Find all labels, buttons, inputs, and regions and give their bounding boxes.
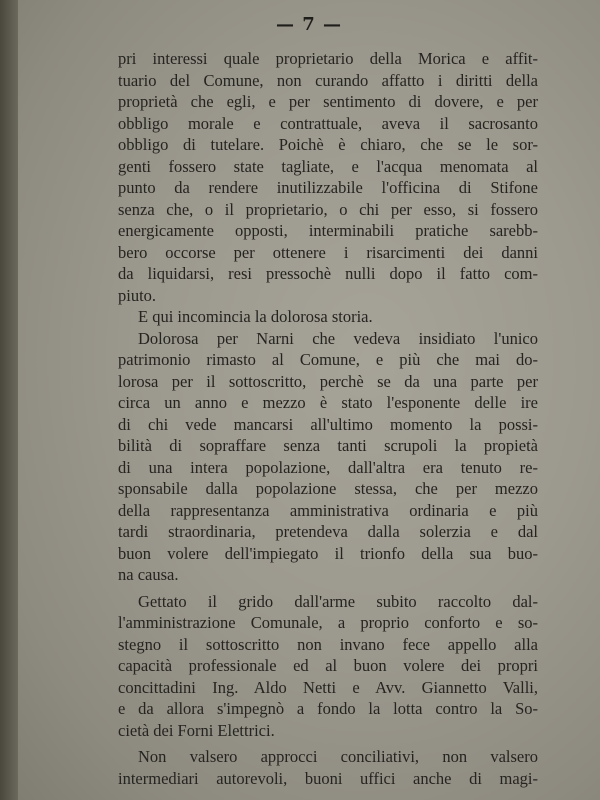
text-line: pri interessi quale proprietario della Morica e affit- [118,49,538,68]
text-line: buon volere dell'impiegato il trionfo della sua buo- [118,543,538,563]
text-line: tardi straordinaria, pretendeva dalla solerzia e dal [118,522,538,541]
text-line: da liquidarsi, resi pressochè nulli dopo il fatto com- [118,264,538,283]
text-line: Dolorosa per Narni che vedeva insidiato l'unico [138,328,538,348]
text-line: genti fossero state tagliate, e l'acqua menomata al [118,156,538,176]
text-line: e da allora s'impegnò a fondo la lotta contro la So- [118,699,538,718]
text-line: na causa. [118,565,179,584]
text-line: sponsabile dalla popolazione stessa, che per mezzo [118,479,538,498]
text-line: E qui incomincia la dolorosa storia. [138,307,373,326]
text-line: circa un anno e mezzo è stato l'esponente delle ire [118,393,538,412]
text-line: cietà dei Forni Elettrici. [118,720,275,740]
text-line: proprietà che egli, e per sentimento di dovere, e per [118,92,538,111]
book-page [18,0,600,800]
text-line: l'amministrazione Comunale, a proprio conforto e so- [118,613,538,632]
text-line: bero occorse per ottenere i risarcimenti dei danni [118,242,538,262]
text-line: Gettato il grido dall'arme subito raccolto dal- [138,591,538,611]
text-line: obbligo morale e contrattuale, aveva il sacrosanto [118,113,538,133]
text-line: piuto. [118,285,157,305]
page-number: — 7 — [275,14,343,35]
text-line: di chi vede mancarsi all'ultimo momento la possi- [118,414,538,434]
text-line: concittadini Ing. Aldo Netti e Avv. Giannetto Valli, [118,677,538,697]
body-text [118,48,538,789]
text-line: energicamente opposti, interminabili pratiche sarebb- [118,221,538,240]
text-line: stegno il sottoscritto non invano fece appello alla [118,634,538,654]
text-line: obbligo di tutelare. Poichè è chiaro, che se le sor- [118,135,538,154]
text-line: bilità di sopraffare senza tanti scrupoli la propietà [118,436,538,455]
text-line: lorosa per il sottoscritto, perchè se da una parte per [118,371,538,391]
text-line: capacità professionale ed al buon volere dei propri [118,656,538,675]
text-line: senza che, o il proprietario, o chi per esso, si fossero [118,199,538,219]
text-line: della rappresentanza amministrativa ordinaria e più [118,500,538,520]
text-line: intermediari autorevoli, buoni uffici anche di magi- [118,768,538,788]
text-line: patrimonio rimasto al Comune, e più che mai do- [118,350,538,369]
text-line: tuario del Comune, non curando affatto i diritti della [118,70,538,90]
text-line: di una intera popolazione, dall'altra era tenuto re- [118,457,538,477]
text-line: punto da rendere inutilizzabile l'officina di Stifone [118,178,538,197]
text-line: Non valsero approcci conciliativi, non valsero [138,747,538,766]
